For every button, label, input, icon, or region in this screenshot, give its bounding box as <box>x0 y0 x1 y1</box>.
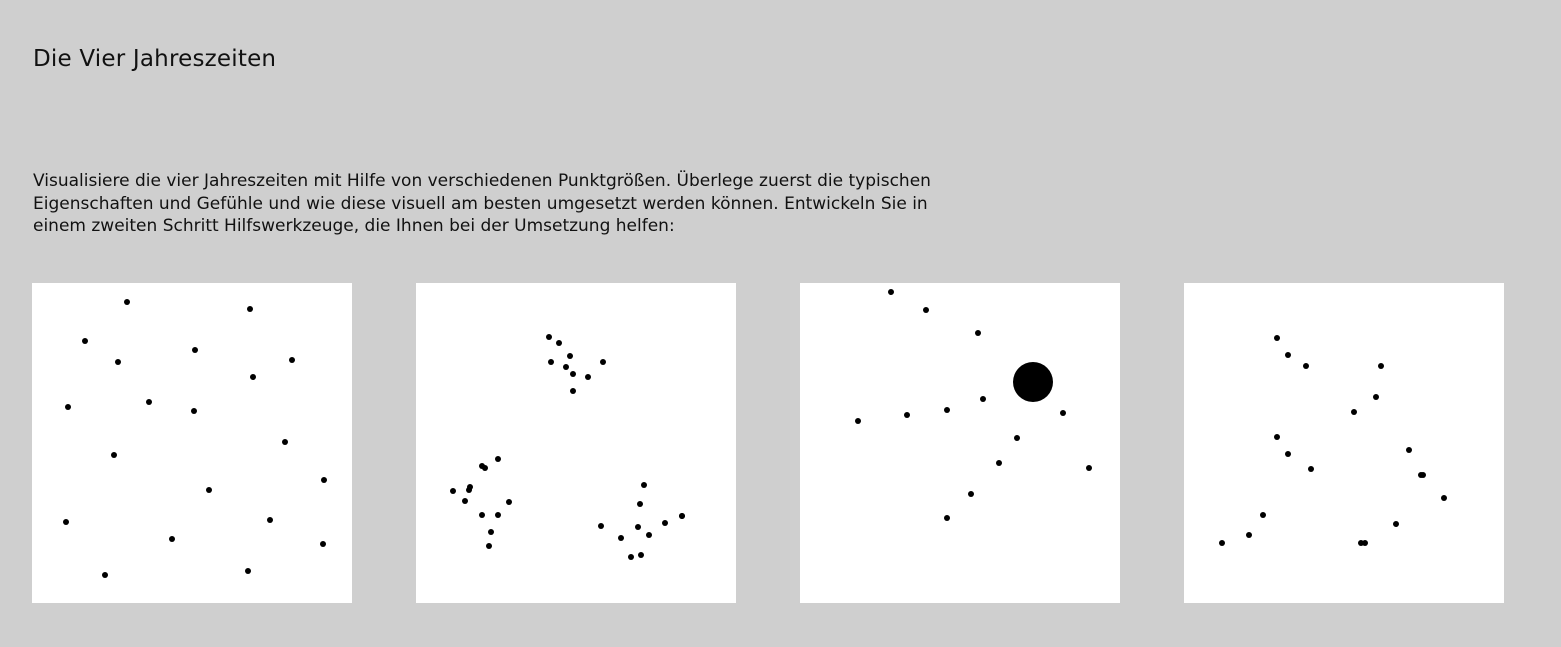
dot <box>1274 335 1280 341</box>
dot <box>450 488 456 494</box>
dot-canvas <box>32 283 352 603</box>
dot <box>289 357 295 363</box>
dot <box>968 491 974 497</box>
dot <box>111 452 117 458</box>
dot <box>1285 451 1291 457</box>
dot <box>506 499 512 505</box>
dot <box>1441 495 1447 501</box>
dot <box>1260 512 1266 518</box>
dot <box>321 477 327 483</box>
dot <box>462 498 468 504</box>
dot-canvas <box>416 283 736 603</box>
dot <box>641 482 647 488</box>
dot <box>996 460 1002 466</box>
dot <box>646 532 652 538</box>
dot <box>250 374 256 380</box>
dot <box>495 512 501 518</box>
dot <box>638 552 644 558</box>
dot-canvas <box>1184 283 1504 603</box>
intro-line: Visualisiere die vier Jahreszeiten mit Hilfe von verschiedenen Punktgrößen. Überlege zuerst die typischen <box>33 171 931 191</box>
dot <box>479 512 485 518</box>
dot <box>563 364 569 370</box>
dot <box>82 338 88 344</box>
dot <box>1378 363 1384 369</box>
dot <box>980 396 986 402</box>
dot <box>570 388 576 394</box>
dot <box>546 334 552 340</box>
dot <box>1303 363 1309 369</box>
dot <box>1420 472 1426 478</box>
dot <box>923 307 929 313</box>
intro-line: Eigenschaften und Gefühle und wie diese visuell am besten umgesetzt werden können. Entwickeln Sie in <box>33 193 928 214</box>
dot <box>635 524 641 530</box>
dot <box>662 520 668 526</box>
intro-text <box>33 170 1023 238</box>
dot <box>904 412 910 418</box>
dot <box>888 289 894 295</box>
dot <box>1285 352 1291 358</box>
dot <box>1308 466 1314 472</box>
dot <box>486 543 492 549</box>
dot <box>482 465 488 471</box>
dot <box>598 523 604 529</box>
dot <box>247 306 253 312</box>
dot <box>548 359 554 365</box>
dot <box>1373 394 1379 400</box>
dot <box>637 501 643 507</box>
dot <box>488 529 494 535</box>
dot <box>1393 521 1399 527</box>
dot <box>855 418 861 424</box>
dot <box>115 359 121 365</box>
dot-canvas <box>800 283 1120 603</box>
dot <box>65 404 71 410</box>
dot <box>618 535 624 541</box>
dot <box>1274 434 1280 440</box>
season-panel-1 <box>32 283 352 603</box>
dot <box>102 572 108 578</box>
season-panel-3 <box>800 283 1120 603</box>
dot <box>567 353 573 359</box>
dot <box>1406 447 1412 453</box>
dot <box>1219 540 1225 546</box>
dot <box>63 519 69 525</box>
dot <box>1246 532 1252 538</box>
dot <box>570 371 576 377</box>
dot <box>206 487 212 493</box>
dot <box>944 407 950 413</box>
dot <box>267 517 273 523</box>
dot <box>245 568 251 574</box>
dot <box>169 536 175 542</box>
dot <box>191 408 197 414</box>
dot <box>600 359 606 365</box>
dot <box>944 515 950 521</box>
dot <box>679 513 685 519</box>
dot <box>585 374 591 380</box>
dot <box>628 554 634 560</box>
intro-line: einem zweiten Schritt Hilfswerkzeuge, die Ihnen bei der Umsetzung helfen: <box>33 216 675 236</box>
sun-dot <box>1013 362 1053 402</box>
dot <box>495 456 501 462</box>
dot <box>282 439 288 445</box>
dot <box>1362 540 1368 546</box>
dot <box>146 399 152 405</box>
dot <box>320 541 326 547</box>
dot <box>192 347 198 353</box>
dot <box>466 487 472 493</box>
dot <box>1014 435 1020 441</box>
season-panel-2 <box>416 283 736 603</box>
dot <box>975 330 981 336</box>
page-title: Die Vier Jahreszeiten <box>33 46 277 72</box>
dot <box>124 299 130 305</box>
dot <box>1086 465 1092 471</box>
dot <box>1351 409 1357 415</box>
season-panel-4 <box>1184 283 1504 603</box>
dot <box>556 340 562 346</box>
dot <box>1060 410 1066 416</box>
